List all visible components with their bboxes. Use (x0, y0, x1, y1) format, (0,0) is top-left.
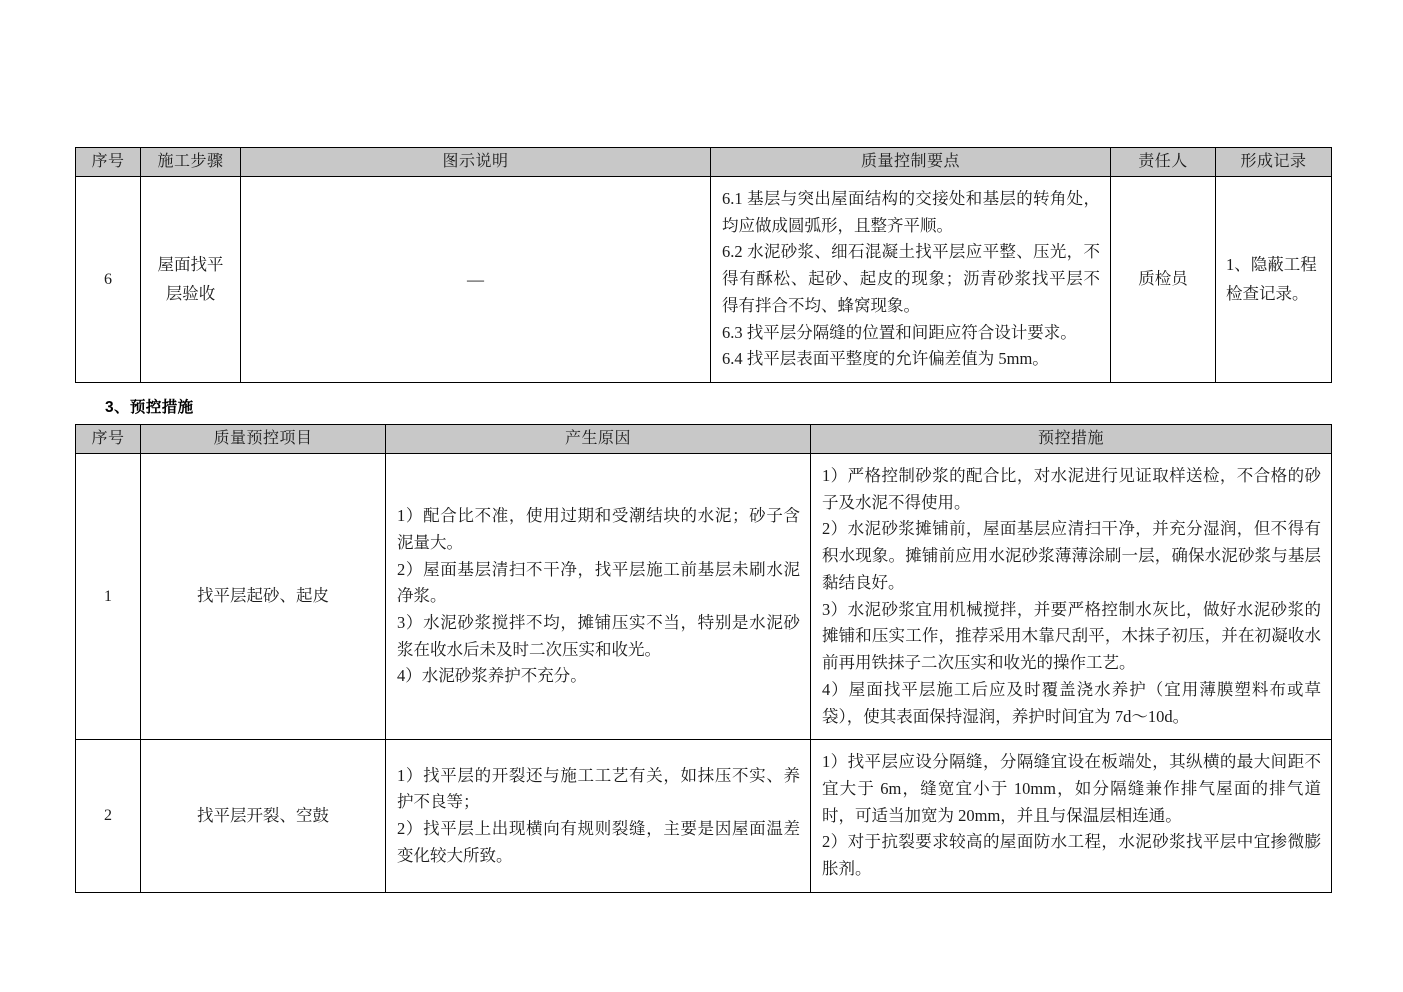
table-row (76, 177, 1332, 383)
table2-measure-item: 4）屋面找平层施工后应及时覆盖浇水养护（宜用薄膜塑料布或草袋），使其表面保持湿润，养护时间宜为 7d～10d。 (822, 679, 1321, 726)
table2-col-causes: 产生原因 (386, 425, 811, 454)
table1-points-list (711, 177, 1110, 382)
table1-col-step: 施工步骤 (141, 148, 241, 177)
table1-responsible-value: 质检员 (1138, 269, 1188, 289)
table2-cell-measures (811, 454, 1332, 740)
table1-cell-points (711, 177, 1111, 383)
table1-col-illustration: 图示说明 (241, 148, 711, 177)
table2-cause-item: 2）屋面基层清扫不干净，找平层施工前基层未刷水泥净浆。 (397, 559, 800, 606)
table1-point-item: 6.2 水泥砂浆、细石混凝土找平层应平整、压光，不得有酥松、起砂、起皮的现象；沥青砂浆找平层不得有拌合不均、蜂窝现象。 (722, 242, 1100, 315)
document-content (75, 147, 1331, 893)
table2-col-seq: 序号 (76, 425, 141, 454)
table1-record-line2: 检查记录。 (1226, 283, 1309, 303)
table-row (76, 454, 1332, 740)
table2-item-value: 找平层开裂、空鼓 (197, 805, 329, 825)
table2-cell-seq (76, 740, 141, 893)
section-heading-preventive-measures: 3、预控措施 (105, 399, 194, 417)
table2-measures-list (811, 454, 1331, 739)
table2-measures-list (811, 740, 1331, 892)
table2-col-measures: 预控措施 (811, 425, 1332, 454)
table2-cell-causes (386, 454, 811, 740)
table2-seq-value: 2 (104, 807, 112, 825)
table2-cause-item: 2）找平层上出现横向有规则裂缝，主要是因屋面温差变化较大所致。 (397, 819, 800, 865)
table-row (76, 740, 1332, 893)
table2-measure-item: 2）对于抗裂要求较高的屋面防水工程，水泥砂浆找平层中宜掺微膨胀剂。 (822, 832, 1321, 879)
table1-col-seq: 序号 (76, 148, 141, 177)
table2-measure-item: 1）严格控制砂浆的配合比，对水泥进行见证取样送检，不合格的砂子及水泥不得使用。 (822, 466, 1321, 512)
table1-step-value (141, 244, 240, 315)
table1-point-item: 6.3 找平层分隔缝的位置和间距应符合设计要求。 (722, 322, 1077, 342)
table2-cell-measures (811, 740, 1332, 893)
table1-point-item: 6.1 基层与突出屋面结构的交接处和基层的转角处，均应做成圆弧形，且整齐平顺。 (722, 189, 1100, 235)
table2-cell-causes (386, 740, 811, 893)
table1-point-item: 6.4 找平层表面平整度的允许偏差值为 5mm。 (722, 349, 1049, 369)
table1-cell-responsible (1111, 177, 1216, 383)
table1-col-responsible: 责任人 (1111, 148, 1216, 177)
table1-illustration-value: — (467, 269, 484, 289)
table2-cause-item: 4）水泥砂浆养护不充分。 (397, 666, 587, 686)
table2-cell-item (141, 454, 386, 740)
table1-col-points: 质量控制要点 (711, 148, 1111, 177)
construction-step-table (75, 147, 1332, 383)
table2-causes-list (386, 754, 810, 879)
table2-seq-value: 1 (104, 587, 112, 605)
table2-measure-item: 3）水泥砂浆宜用机械搅拌，并要严格控制水灰比，做好水泥砂浆的摊铺和压实工作，推荐采用木靠尺刮平，木抹子初压，并在初凝收水前再用铁抹子二次压实和收光的操作工艺。 (822, 599, 1321, 673)
table2-cell-seq (76, 454, 141, 740)
table1-record-value (1216, 245, 1331, 315)
table2-col-item: 质量预控项目 (141, 425, 386, 454)
table1-col-record: 形成记录 (1216, 148, 1332, 177)
preventive-measures-table (75, 424, 1332, 893)
table1-record-line1: 1、隐蔽工程 (1226, 254, 1317, 274)
table1-cell-step (141, 177, 241, 383)
table1-header-row (76, 148, 1332, 177)
table1-step-line2: 层验收 (165, 283, 216, 303)
table1-cell-illustration (241, 177, 711, 383)
table1-cell-seq (76, 177, 141, 383)
table2-cell-item (141, 740, 386, 893)
table2-item-value: 找平层起砂、起皮 (197, 586, 329, 606)
table2-cause-item: 3）水泥砂浆搅拌不均，摊铺压实不当，特别是水泥砂浆在收水后未及时二次压实和收光。 (397, 612, 800, 659)
table1-cell-record (1216, 177, 1332, 383)
table2-cause-item: 1）配合比不准，使用过期和受潮结块的水泥；砂子含泥量大。 (397, 506, 800, 552)
table2-causes-list (386, 494, 810, 699)
table1-step-line1: 屋面找平 (157, 255, 224, 275)
table2-cause-item: 1）找平层的开裂还与施工工艺有关，如抹压不实、养护不良等； (397, 765, 800, 812)
table2-measure-item: 2）水泥砂浆摊铺前，屋面基层应清扫干净，并充分湿润，但不得有积水现象。摊铺前应用水泥砂浆薄薄涂刷一层，确保水泥砂浆与基层黏结良好。 (822, 519, 1321, 592)
table1-seq-value: 6 (104, 270, 112, 288)
table2-measure-item: 1）找平层应设分隔缝，分隔缝宜设在板端处，其纵横的最大间距不宜大于 6m，缝宽宜小于 10mm，如分隔缝兼作排气屋面的排气道时，可适当加宽为 20mm，并且与保温层相连通。 (822, 752, 1321, 825)
table2-header-row (76, 425, 1332, 454)
